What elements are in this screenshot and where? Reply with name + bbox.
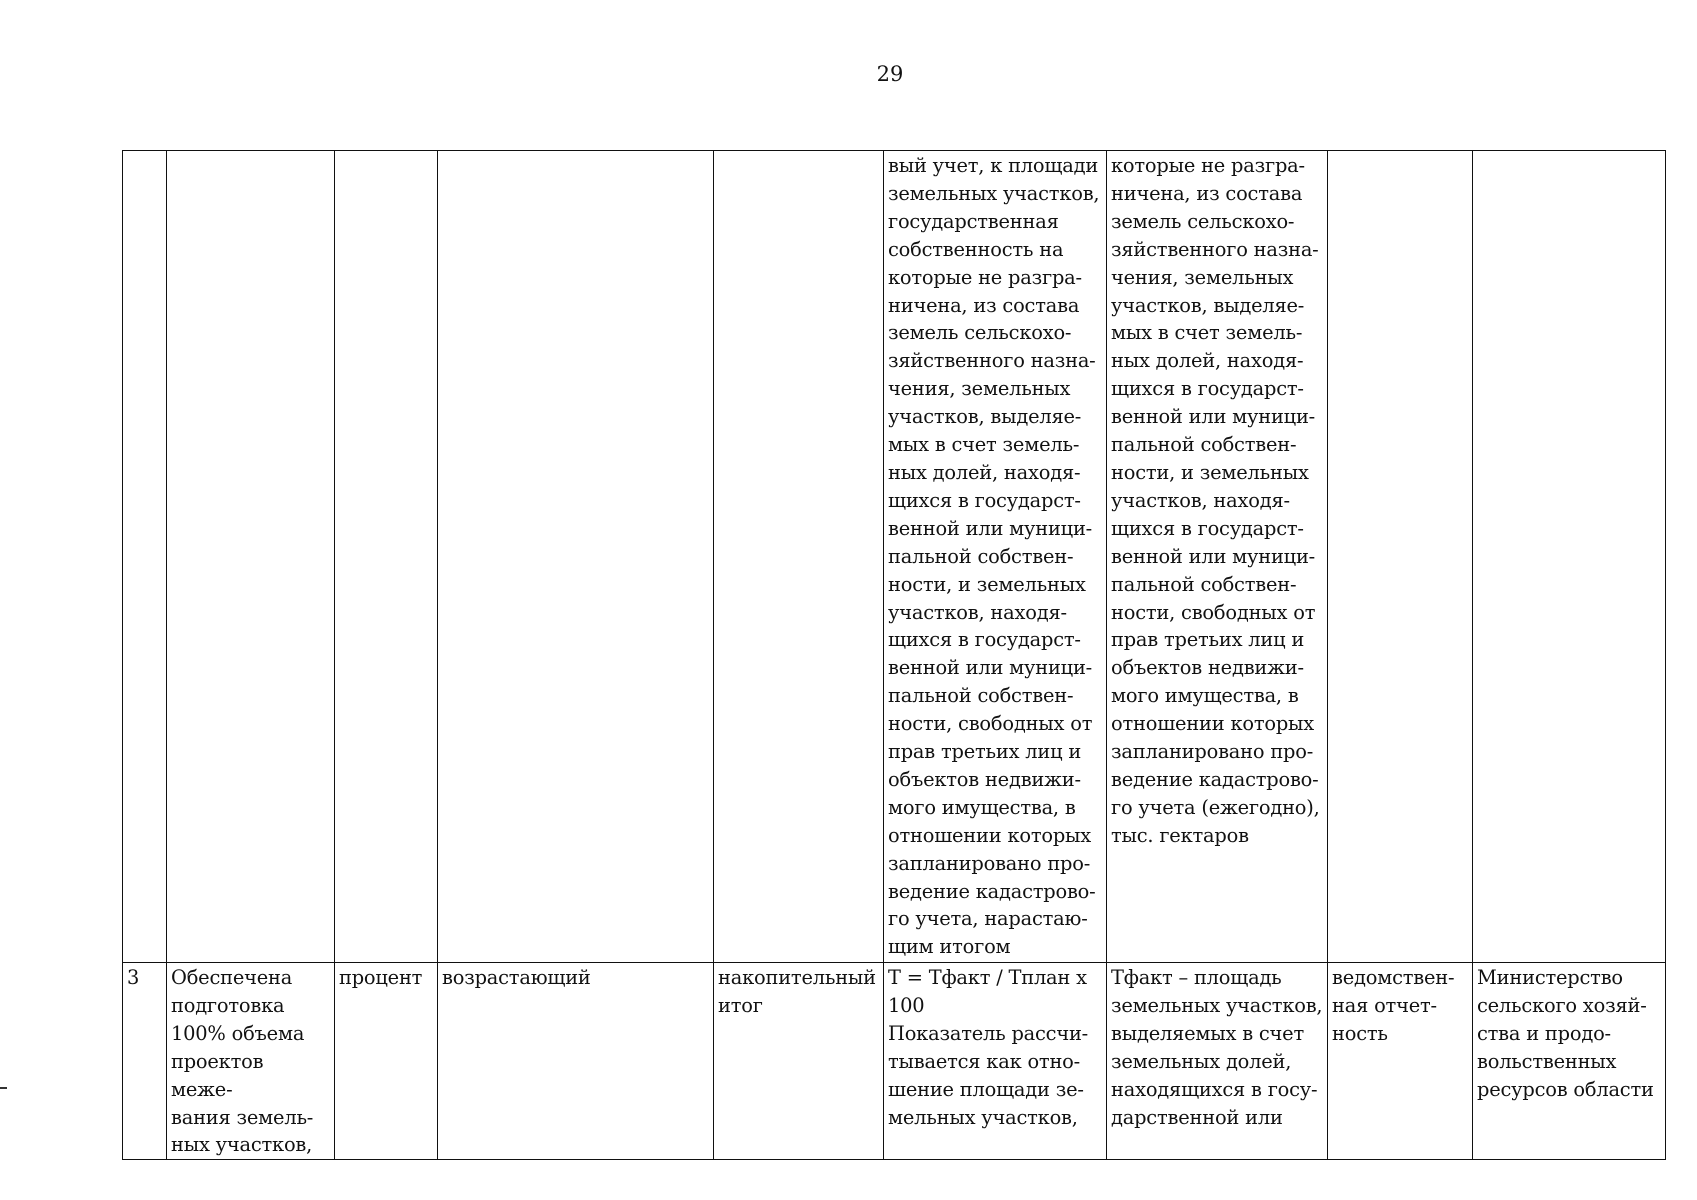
page-number: 29 bbox=[876, 62, 904, 86]
cell-responsible: Министерство сельского хозяй- ства и продо- вольственных ресурсов области bbox=[1473, 963, 1666, 1160]
cell-unit: процент bbox=[335, 963, 438, 1160]
cell-formula: Т = Тфакт / Тплан х 100 Показатель рассчи- тывается как отно- шение площади зе- мельных участков, bbox=[884, 963, 1107, 1160]
cell-source: ведомствен- ная отчет- ность bbox=[1328, 963, 1473, 1160]
scan-edge-mark bbox=[0, 1087, 7, 1089]
cell-period: накопительный итог bbox=[714, 963, 884, 1160]
cell-result bbox=[167, 151, 335, 963]
cell-unit bbox=[335, 151, 438, 963]
cell-result: Обеспечена подготовка 100% объема проектов меже- вания земель- ных участков, bbox=[167, 963, 335, 1160]
cell-trend bbox=[438, 151, 714, 963]
cell-definitions: которые не разгра- ничена, из состава земель сельскохо- зяйственного назна- чения, земельных участков, выделяе- мых в счет земель- ных долей, находя- щихся в государст- венной или муници- пальной собствен- ности, и земельных участков, находя- щихся в государст- венной или муници- пальной собствен- ности, свободных от прав третьих лиц и объектов недвижи- мого имущества, в отношении которых запланировано про- ведение кадастрово- го учета (ежегодно), тыс. гектаров bbox=[1107, 151, 1328, 963]
cell-trend: возрастающий bbox=[438, 963, 714, 1160]
table-row-item-3 bbox=[123, 963, 1666, 1160]
cell-formula: вый учет, к площади земельных участков, государственная собственность на которые не разгра- ничена, из состава земель сельскохо- зяйственного назна- чения, земельных участков, выделяе- мых в счет земель- ных долей, находя- щихся в государст- венной или муници- пальной собствен- ности, и земельных участков, находя- щихся в государст- венной или муници- пальной собствен- ности, свободных от прав третьих лиц и объектов недвижи- мого имущества, в отношении которых запланировано про- ведение кадастрово- го учета, нарастаю- щим итогом bbox=[884, 151, 1107, 963]
cell-period bbox=[714, 151, 884, 963]
cell-responsible bbox=[1473, 151, 1666, 963]
cell-number bbox=[123, 151, 167, 963]
indicator-table bbox=[122, 150, 1666, 1160]
table-row-continuation bbox=[123, 151, 1666, 963]
cell-definitions: Тфакт – площадь земельных участков, выделяемых в счет земельных долей, находящихся в госу- дарственной или bbox=[1107, 963, 1328, 1160]
cell-number: 3 bbox=[123, 963, 167, 1160]
cell-source bbox=[1328, 151, 1473, 963]
